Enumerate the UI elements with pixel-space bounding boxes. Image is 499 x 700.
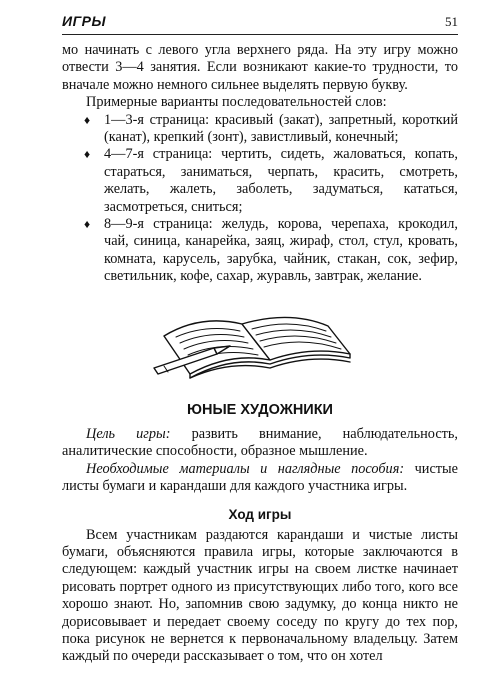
intro-block xyxy=(62,42,458,286)
goal-text: развить внимание, наблюдательность, аналитические способности, образное мышление. xyxy=(62,426,459,460)
open-notebook-pen-illustration xyxy=(150,302,360,392)
section-body xyxy=(62,426,458,666)
body-paragraph: Всем участникам раздаются карандаши и чистые листы бумаги, объясняются правила игры, которые заключаются в следующем: каждый участник игры на своем листке начинает рисовать портрет одного из присутствующих либо того, кого все хорошо знают. Но, запомнив свою задумку, до конца никто не дорисовывает и передает своему соседу по кругу до тех пор, пока рисунок не вернется к первоначальному владельцу. Затем каждый по очереди рассказывает о том, что он хотел xyxy=(62,526,458,665)
running-header xyxy=(62,10,458,36)
list-item xyxy=(62,146,458,216)
page-number: 51 xyxy=(445,14,458,29)
list-item-text: 1—3-я страница: красивый (закат), запретный, короткий (канат), крепкий (зонт), завистливый, конечный; xyxy=(104,111,458,146)
list-item xyxy=(62,216,458,286)
header-rule xyxy=(62,34,458,35)
materials-text: чистые листы бумаги и карандаши для каждого участника игры. xyxy=(62,460,458,495)
bullet-diamond-icon: ♦ xyxy=(84,217,91,232)
variants-list xyxy=(62,112,458,286)
variants-lead: Примерные варианты последовательностей слов: xyxy=(86,94,387,111)
materials-label: Необходимые материалы и наглядные пособия: xyxy=(86,460,405,477)
subheading: Ход игры xyxy=(228,506,292,522)
goal-paragraph xyxy=(62,426,458,461)
bullet-diamond-icon: ♦ xyxy=(84,112,91,127)
list-item-text: 4—7-я страница: чертить, сидеть, жаловаться, копать, стараться, заниматься, черпать, красить, смотреть, желать, жалеть, заболеть, задуматься, кататься, засмотреться, сниться; xyxy=(104,146,458,215)
section-title: ЮНЫЕ ХУДОЖНИКИ xyxy=(187,402,333,418)
intro-paragraph: мо начинать с левого угла верхнего ряда. На эту игру можно отвести 3—4 занятия. Если возникают какие-то трудности, то вначале можно немного сильнее выделять первую букву. xyxy=(62,42,458,93)
materials-paragraph xyxy=(62,461,458,496)
running-header-title: ИГРЫ xyxy=(62,13,106,29)
goal-label: Цель игры: xyxy=(86,426,171,442)
list-item xyxy=(62,112,458,147)
bullet-diamond-icon: ♦ xyxy=(84,147,91,162)
list-item-text: 8—9-я страница: желудь, корова, черепаха, крокодил, чай, синица, канарейка, заяц, жираф, стол, стул, кровать, комната, карусель, зарубка, чайник, стакан, сок, зефир, светильник, кофе, сахар, журавль, завтрак, желание. xyxy=(104,216,458,285)
